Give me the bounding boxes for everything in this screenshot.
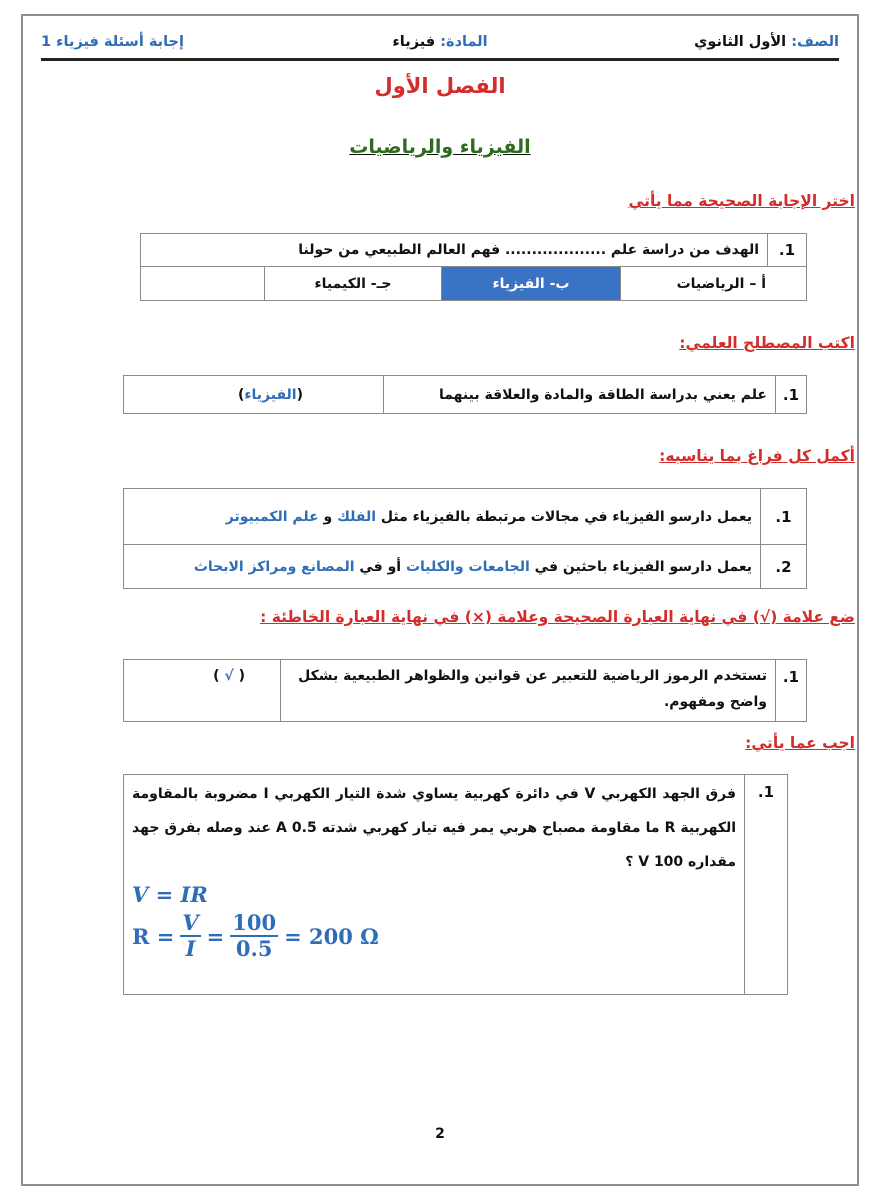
fill-answer: المصانع ومراكز الابحاث: [193, 558, 355, 575]
section-truefalse-title: ضع علامة (√) في نهاية العبارة الصحيحة وعلامة (×) في نهاية العبارة الخاطئة :: [260, 608, 855, 626]
option-empty: [141, 267, 265, 301]
resistance-calc: [132, 911, 736, 961]
answer-table: [123, 774, 788, 995]
lesson-title-text: الفيزياء والرياضيات: [349, 136, 531, 158]
subject-info: [392, 34, 487, 50]
eq-result: = 200 Ω: [284, 923, 379, 949]
eq-equals: =: [206, 923, 225, 949]
multiple-choice-table: [140, 233, 807, 301]
option-c: جـ- الكيمياء: [265, 267, 442, 301]
paren-close: ): [237, 386, 245, 403]
ohms-law: V = IR: [132, 882, 208, 907]
paren-close: ): [213, 668, 220, 684]
term-answer: الفيزياء: [244, 386, 297, 403]
truefalse-table: [123, 659, 807, 722]
subject-value: فيزياء: [392, 34, 436, 50]
class-info: [694, 34, 839, 50]
section-term-title: اكتب المصطلح العلمي:: [679, 334, 855, 352]
frac-denominator: 0.5: [235, 936, 273, 961]
class-label: الصف:: [791, 34, 839, 50]
page: [21, 14, 859, 1186]
subject-label: المادة:: [440, 34, 488, 50]
fill-text-2: [124, 545, 761, 589]
fill-answer: الفلك: [337, 508, 377, 525]
header: [41, 34, 839, 60]
section-answer-title: اجب عما يأتي:: [745, 734, 855, 752]
frac-numerator: V: [182, 910, 199, 935]
eq-lhs: R =: [132, 923, 175, 949]
frac-denominator: I: [185, 936, 196, 961]
section-fill-title: أكمل كل فراغ بما يناسبه:: [659, 447, 855, 465]
fill-text-part: يعمل دارسو الفيزياء باحثين في: [529, 558, 752, 575]
question-text: الهدف من دراسة علم ................... فهم العالم الطبيعي من حولنا: [141, 234, 768, 267]
class-value: الأول الثانوي: [694, 34, 787, 50]
fraction-values: [230, 911, 278, 961]
fraction-v-over-i: [180, 911, 200, 961]
paren-open: (: [296, 386, 303, 403]
tf-mark-cell: [124, 660, 281, 722]
term-text: علم يعني بدراسة الطاقة والمادة والعلاقة بينهما: [384, 376, 776, 414]
solution-equation: [132, 883, 736, 961]
paren-open: (: [238, 668, 245, 684]
tf-number: 1.: [776, 660, 807, 722]
option-b-selected: ب- الفيزياء: [442, 267, 621, 301]
question-number: 1.: [768, 234, 807, 267]
fill-text-1: [124, 489, 761, 545]
answer-number: 1.: [745, 775, 788, 995]
frac-numerator: 100: [232, 910, 277, 935]
fill-number-2: 2.: [761, 545, 807, 589]
fill-answer: علم الكمبيوتر: [225, 508, 319, 525]
fill-text-part: أو في: [354, 558, 406, 575]
tf-mark: √: [224, 668, 234, 684]
fill-text-part: يعمل دارسو الفيزياء في مجالات مرتبطة بالفيزياء مثل: [376, 508, 752, 525]
problem-text: فرق الجهد الكهربي V في دائرة كهربية يساوي شدة التيار الكهربي I مضروبة بالمقاومة الكهربية R ما مقاومة مصباح هربي يمر فيه تيار كهربي شدته 0.5 A عند وصله بفرق جهد مقداره 100 V ؟: [132, 786, 737, 870]
fill-number-1: 1.: [761, 489, 807, 545]
fill-blank-table: [123, 488, 807, 589]
answers-title: إجابة أسئلة فيزياء 1: [41, 34, 184, 50]
answer-content: [124, 775, 745, 995]
term-answer-cell: [124, 376, 384, 414]
chapter-title: الفصل الأول: [374, 74, 506, 98]
lesson-title: [23, 136, 857, 158]
fill-text-part: و: [318, 508, 338, 525]
term-number: 1.: [776, 376, 807, 414]
fill-answer: الجامعات والكليات: [405, 558, 530, 575]
header-divider: [41, 58, 839, 61]
option-a: أ – الرياضيات: [621, 267, 807, 301]
section-choose-title: اختر الإجابة الصحيحة مما يأتي: [628, 192, 855, 210]
term-table: [123, 375, 807, 414]
tf-statement: تستخدم الرموز الرياضية للتعبير عن قوانين والظواهر الطبيعية بشكل واضح ومفهوم.: [281, 660, 776, 722]
page-number: 2: [435, 1126, 445, 1142]
